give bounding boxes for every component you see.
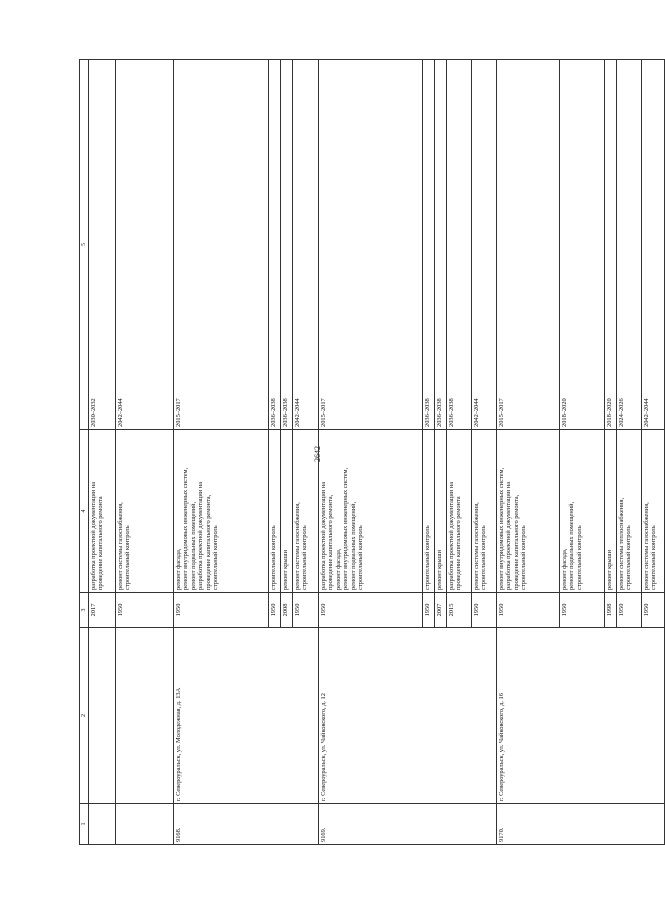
entry-number (116, 804, 174, 845)
repair-schedule-table (79, 59, 665, 845)
entry-number: 9169. (319, 804, 497, 845)
work-description-line: ремонт системы газоснабжения, (116, 502, 124, 590)
work-description-line: разработка проектной документации на (319, 481, 327, 590)
repair-period: 2018–2020 (560, 60, 605, 430)
work-description-line: ремонт крыши (281, 549, 289, 590)
work-description (293, 430, 319, 593)
construction-year: 1950 (174, 593, 269, 628)
table-row (116, 60, 174, 845)
work-description-line: ремонт фасада, (174, 548, 182, 590)
repair-period: 2036–2038 (435, 60, 447, 430)
entry-number: 9168. (174, 804, 319, 845)
entry-address: г. Североуральск, ул. Чайковского, д. 12 (319, 628, 497, 804)
work-description-line: ремонт внутридомовых инженерных систем, (342, 467, 350, 590)
table-row (174, 60, 269, 845)
table-row (319, 60, 423, 845)
work-description-line: ремонт системы газоснабжения, (293, 502, 301, 590)
work-description-line: ремонт системы газоснабжения, (472, 502, 480, 590)
work-description-line: строительный контроль (124, 525, 132, 590)
work-description (269, 430, 281, 593)
entry-number (89, 804, 116, 845)
work-description (560, 430, 605, 593)
construction-year: 1998 (605, 593, 617, 628)
work-description-line: строительный контроль (301, 525, 309, 590)
work-description-line: ремонт фасада, (334, 548, 342, 590)
work-description (447, 430, 472, 593)
work-description-line: ремонт крыши (435, 549, 443, 590)
repair-period: 2042–2044 (642, 60, 665, 430)
column-header-3: 3 (80, 593, 89, 628)
construction-year: 1950 (269, 593, 281, 628)
construction-year: 1950 (319, 593, 423, 628)
repair-period: 2042–2044 (472, 60, 497, 430)
work-description-line: строительный контроль (357, 525, 365, 590)
work-description (497, 430, 560, 593)
work-description-line: ремонт крыши (605, 549, 613, 590)
repair-period: 2015–2017 (497, 60, 560, 430)
work-description-line: проведение капитального ремонта, (204, 494, 212, 590)
work-description-line: ремонт внутридомовых инженерных систем, (182, 467, 190, 590)
work-description (435, 430, 447, 593)
repair-period: 2042–2044 (116, 60, 174, 430)
work-description-line: ремонт подвальных помещений, (189, 501, 197, 590)
repair-period: 2030–2032 (89, 60, 116, 430)
work-description-line: разработка проектной документации на (505, 481, 513, 590)
work-description-line: ремонт системы теплоснабжения, (617, 497, 625, 590)
table-body (80, 60, 665, 845)
work-description-line: разработка проектной документации на (89, 481, 97, 590)
work-description-line: строительный контроль (480, 525, 488, 590)
construction-year: 1950 (423, 593, 435, 628)
work-description-line: строительный контроль (269, 525, 277, 590)
work-description (116, 430, 174, 593)
work-description-line: строительный контроль (575, 525, 583, 590)
work-description (423, 430, 435, 593)
work-description (472, 430, 497, 593)
work-description (605, 430, 617, 593)
page-number: 2642 (313, 446, 322, 462)
work-description (174, 430, 269, 593)
work-description-line: ремонт фасада, (560, 548, 568, 590)
work-description-line: проведение капитального ремонта, (512, 494, 520, 590)
entry-address (89, 628, 116, 804)
work-description (617, 430, 642, 593)
column-header-5: 5 (80, 60, 89, 430)
work-description (281, 430, 293, 593)
repair-period: 2042–2044 (293, 60, 319, 430)
column-header-1: 1 (80, 804, 89, 845)
work-description-line: ремонт подвальных помещений, (349, 501, 357, 590)
work-description-line: строительный контроль (212, 525, 220, 590)
entry-address: г. Североуральск, ул. Чайковского, д. 16 (497, 628, 665, 804)
repair-period: 2024–2026 (617, 60, 642, 430)
column-header-4: 4 (80, 430, 89, 593)
table-header-row (80, 60, 89, 845)
repair-period: 2015–2017 (319, 60, 423, 430)
work-description (89, 430, 116, 593)
table-row (497, 60, 560, 845)
work-description (642, 430, 665, 593)
work-description-line: разработка проектной документации на (447, 481, 455, 590)
work-description-line: строительный контроль (520, 525, 528, 590)
work-description (319, 430, 423, 593)
entry-address (116, 628, 174, 804)
construction-year: 2017 (89, 593, 116, 628)
work-description-line: проведение капитального ремонта (97, 496, 105, 590)
work-description-line: ремонт внутридомовых инженерных систем, (497, 467, 505, 590)
construction-year: 1950 (617, 593, 642, 628)
work-description-line: строительный контроль (625, 525, 633, 590)
work-description-line: строительный контроль (423, 525, 431, 590)
work-description-line: разработка проектной документации на (197, 481, 205, 590)
construction-year: 1950 (497, 593, 560, 628)
construction-year: 1950 (472, 593, 497, 628)
table-row (89, 60, 116, 845)
work-description-line: проведение капитального ремонта, (327, 494, 335, 590)
construction-year: 2008 (281, 593, 293, 628)
repair-period: 2036–2038 (423, 60, 435, 430)
construction-year: 1950 (116, 593, 174, 628)
work-description-line: ремонт системы газоснабжения, (642, 502, 650, 590)
entry-address: г. Североуральск, ул. Молодежная, д. 13А (174, 628, 319, 804)
construction-year: 1950 (642, 593, 665, 628)
construction-year: 1950 (560, 593, 605, 628)
repair-period: 2036–2038 (281, 60, 293, 430)
repair-period: 2015–2017 (174, 60, 269, 430)
work-description-line: строительный контроль (650, 525, 658, 590)
document-sheet (79, 60, 658, 845)
construction-year: 2007 (435, 593, 447, 628)
repair-period: 2036–2038 (269, 60, 281, 430)
construction-year: 2015 (447, 593, 472, 628)
entry-number: 9170. (497, 804, 665, 845)
column-header-2: 2 (80, 628, 89, 804)
work-description-line: проведение капитального ремонта (455, 496, 463, 590)
construction-year: 1950 (293, 593, 319, 628)
repair-period: 2036–2038 (447, 60, 472, 430)
repair-period: 2018–2020 (605, 60, 617, 430)
work-description-line: ремонт подвальных помещений, (568, 501, 576, 590)
